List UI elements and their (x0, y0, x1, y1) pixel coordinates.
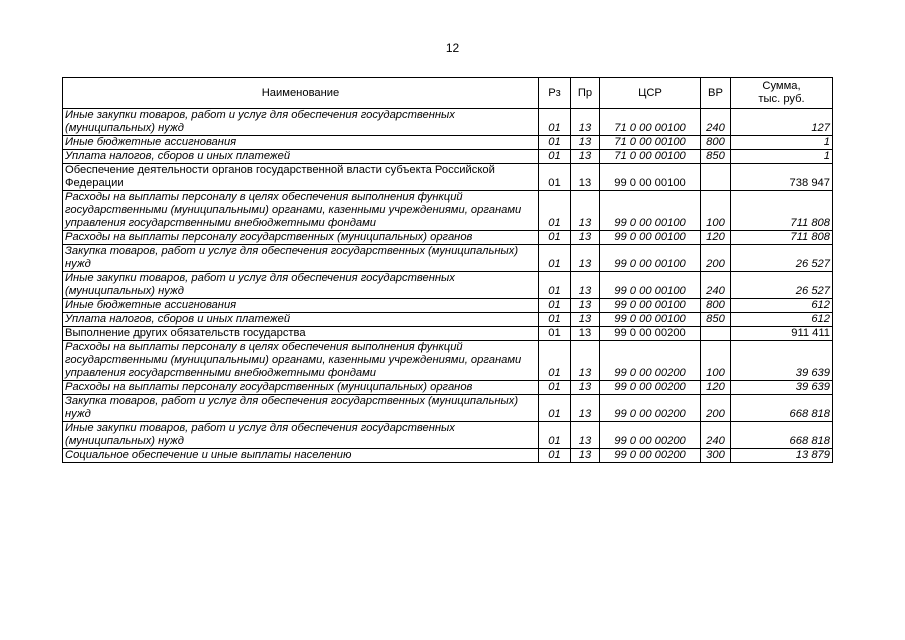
cell-rz: 01 (539, 272, 571, 299)
cell-pr: 13 (571, 422, 600, 449)
header-rz: Рз (539, 78, 571, 109)
cell-csr: 99 0 00 00100 (600, 299, 701, 313)
cell-rz: 01 (539, 327, 571, 341)
cell-pr: 13 (571, 150, 600, 164)
table-row (63, 150, 833, 164)
cell-name: Иные бюджетные ассигнования (63, 299, 539, 313)
cell-csr: 71 0 00 00100 (600, 109, 701, 136)
cell-name: Уплата налогов, сборов и иных платежей (63, 313, 539, 327)
cell-pr: 13 (571, 313, 600, 327)
table-row (63, 109, 833, 136)
cell-name: Расходы на выплаты персоналу государственных (муниципальных) органов (63, 231, 539, 245)
cell-name: Расходы на выплаты персоналу государственных (муниципальных) органов (63, 381, 539, 395)
table-row (63, 231, 833, 245)
cell-name: Иные бюджетные ассигнования (63, 136, 539, 150)
cell-sum: 1 (731, 150, 833, 164)
cell-vr: 240 (701, 109, 731, 136)
cell-name: Иные закупки товаров, работ и услуг для обеспечения государственных (муниципальных) нужд (63, 272, 539, 299)
cell-csr: 99 0 00 00100 (600, 164, 701, 191)
cell-name: Выполнение других обязательств государства (63, 327, 539, 341)
cell-sum: 26 527 (731, 245, 833, 272)
cell-pr: 13 (571, 395, 600, 422)
cell-rz: 01 (539, 164, 571, 191)
cell-csr: 99 0 00 00200 (600, 449, 701, 463)
table-header-row (63, 78, 833, 109)
header-sum (731, 78, 833, 109)
cell-vr: 800 (701, 299, 731, 313)
header-sum-line2: тыс. руб. (758, 93, 805, 105)
table-row (63, 422, 833, 449)
cell-csr: 99 0 00 00100 (600, 245, 701, 272)
cell-rz: 01 (539, 449, 571, 463)
cell-name: Иные закупки товаров, работ и услуг для обеспечения государственных (муниципальных) нужд (63, 109, 539, 136)
cell-rz: 01 (539, 341, 571, 381)
cell-vr: 100 (701, 341, 731, 381)
cell-pr: 13 (571, 245, 600, 272)
cell-name: Иные закупки товаров, работ и услуг для обеспечения государственных (муниципальных) нужд (63, 422, 539, 449)
cell-name: Обеспечение деятельности органов государственной власти субъекта Российской Федерации (63, 164, 539, 191)
cell-vr (701, 327, 731, 341)
cell-csr: 71 0 00 00100 (600, 136, 701, 150)
table-row (63, 327, 833, 341)
cell-vr (701, 164, 731, 191)
cell-sum: 26 527 (731, 272, 833, 299)
cell-csr: 99 0 00 00200 (600, 422, 701, 449)
cell-vr: 800 (701, 136, 731, 150)
cell-vr: 200 (701, 395, 731, 422)
cell-pr: 13 (571, 327, 600, 341)
cell-csr: 99 0 00 00200 (600, 395, 701, 422)
cell-rz: 01 (539, 422, 571, 449)
table-row (63, 341, 833, 381)
cell-vr: 120 (701, 381, 731, 395)
cell-rz: 01 (539, 191, 571, 231)
header-pr: Пр (571, 78, 600, 109)
cell-rz: 01 (539, 150, 571, 164)
header-sum-line1: Сумма, (762, 80, 801, 92)
table-row (63, 299, 833, 313)
table-row (63, 313, 833, 327)
cell-pr: 13 (571, 381, 600, 395)
cell-csr: 99 0 00 00200 (600, 381, 701, 395)
header-vr: ВР (701, 78, 731, 109)
cell-rz: 01 (539, 136, 571, 150)
cell-rz: 01 (539, 381, 571, 395)
table-row (63, 449, 833, 463)
cell-vr: 200 (701, 245, 731, 272)
cell-pr: 13 (571, 231, 600, 245)
table-row (63, 395, 833, 422)
cell-vr: 850 (701, 313, 731, 327)
cell-rz: 01 (539, 231, 571, 245)
cell-csr: 99 0 00 00200 (600, 341, 701, 381)
cell-csr: 71 0 00 00100 (600, 150, 701, 164)
cell-csr: 99 0 00 00100 (600, 191, 701, 231)
cell-pr: 13 (571, 191, 600, 231)
cell-rz: 01 (539, 109, 571, 136)
cell-vr: 120 (701, 231, 731, 245)
cell-name: Закупка товаров, работ и услуг для обеспечения государственных (муниципальных) нужд (63, 245, 539, 272)
header-csr: ЦСР (600, 78, 701, 109)
cell-csr: 99 0 00 00100 (600, 313, 701, 327)
cell-rz: 01 (539, 299, 571, 313)
table-row (63, 191, 833, 231)
header-name: Наименование (63, 78, 539, 109)
table-row (63, 272, 833, 299)
cell-sum: 13 879 (731, 449, 833, 463)
table-row (63, 136, 833, 150)
cell-name: Закупка товаров, работ и услуг для обеспечения государственных (муниципальных) нужд (63, 395, 539, 422)
cell-pr: 13 (571, 109, 600, 136)
cell-sum: 1 (731, 136, 833, 150)
cell-pr: 13 (571, 449, 600, 463)
cell-sum: 738 947 (731, 164, 833, 191)
cell-sum: 612 (731, 313, 833, 327)
cell-sum: 127 (731, 109, 833, 136)
cell-sum: 668 818 (731, 395, 833, 422)
table-row (63, 164, 833, 191)
cell-pr: 13 (571, 272, 600, 299)
cell-sum: 711 808 (731, 231, 833, 245)
table-row (63, 245, 833, 272)
cell-pr: 13 (571, 299, 600, 313)
table-row (63, 381, 833, 395)
cell-name: Расходы на выплаты персоналу в целях обеспечения выполнения функций государственными (муниципальными) органами, казенными учреждениями, органами управления государственными внебюджетными фондами (63, 191, 539, 231)
cell-csr: 99 0 00 00100 (600, 231, 701, 245)
cell-rz: 01 (539, 395, 571, 422)
cell-sum: 711 808 (731, 191, 833, 231)
cell-vr: 240 (701, 272, 731, 299)
table-body (63, 109, 833, 463)
cell-vr: 100 (701, 191, 731, 231)
cell-rz: 01 (539, 245, 571, 272)
page-number: 12 (445, 41, 460, 55)
cell-pr: 13 (571, 136, 600, 150)
cell-sum: 668 818 (731, 422, 833, 449)
cell-name: Уплата налогов, сборов и иных платежей (63, 150, 539, 164)
cell-csr: 99 0 00 00200 (600, 327, 701, 341)
budget-table (62, 77, 833, 463)
cell-sum: 911 411 (731, 327, 833, 341)
cell-name: Социальное обеспечение и иные выплаты населению (63, 449, 539, 463)
cell-vr: 300 (701, 449, 731, 463)
cell-pr: 13 (571, 341, 600, 381)
cell-sum: 612 (731, 299, 833, 313)
cell-rz: 01 (539, 313, 571, 327)
cell-csr: 99 0 00 00100 (600, 272, 701, 299)
cell-sum: 39 639 (731, 341, 833, 381)
cell-sum: 39 639 (731, 381, 833, 395)
cell-name: Расходы на выплаты персоналу в целях обеспечения выполнения функций государственными (муниципальными) органами, казенными учреждениями, органами управления государственными внебюджетными фондами (63, 341, 539, 381)
cell-pr: 13 (571, 164, 600, 191)
cell-vr: 240 (701, 422, 731, 449)
cell-vr: 850 (701, 150, 731, 164)
